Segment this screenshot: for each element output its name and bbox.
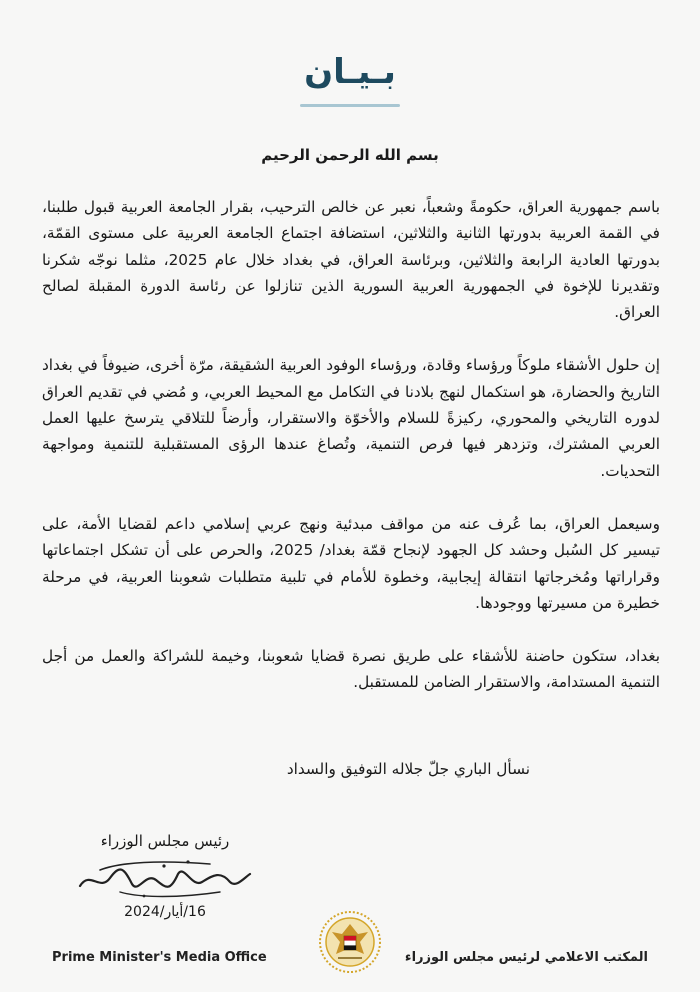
paragraph-4: بغداد، ستكون حاضنة للأشقاء على طريق نصرة قضايا شعوبنا، وخيمة للشراكة والعمل من أجل التنمية المستدامة، والاستقرار الضامن للمستقبل. [42, 647, 660, 692]
page-title: بـيـان [304, 52, 396, 92]
footer-media-office-en: Prime Minister's Media Office [52, 950, 267, 965]
title-underline [300, 104, 400, 107]
footer-media-office-ar: المكتب الاعلامي لرئيس مجلس الوزراء [404, 950, 648, 965]
statement-body [42, 194, 660, 723]
iraq-coat-of-arms-icon [318, 910, 382, 974]
handwritten-signature [60, 852, 260, 902]
basmala: بسم الله الرحمن الرحيم [261, 146, 439, 164]
paragraph-1: باسم جمهورية العراق، حكومةً وشعباً، نعبر عن خالص الترحيب، بقرار الجامعة العربية قبول طلبنا، في القمة العربية بدورتها الثانية والثلاثين، استضافة اجتماع الجامعة العربية على مستوى القمّة، بدورتها العادية الرابعة والثلاثين، وبرئاسة العراق، في بغداد خلال عام 2025، مثلما نوجّه شكرنا وتقديرنا للإخوة في الجمهورية العربية السورية الذين تنازلوا عن رئاسة الدورة المقبلة لصالح العراق. [42, 198, 660, 322]
paragraph-3: وسيعمل العراق، بما عُرف عنه من مواقف مبدئية ونهج عربي إسلامي داعم لقضايا الأمة، على تيسير كل السُبل وحشد كل الجهود لإنجاح قمّة بغداد/ 2025، والحرص على أن تشكل اجتماعاتها وقراراتها ومُخرجاتها انتقالة إيجابية، وخطوة للأمام في تلبية متطلبات شعوبنا العربية، في مرحلة خطيرة من مسيرتها ووجودها. [42, 514, 660, 612]
statement-date: 16/أيار/2024 [124, 904, 206, 920]
signatory-title: رئيس مجلس الوزراء [100, 832, 230, 850]
closing-prayer: نسأل الباري جلّ جلاله التوفيق والسداد [286, 760, 530, 778]
paragraph-2: إن حلول الأشقاء ملوكاً ورؤساء وقادة، ورؤساء الوفود العربية الشقيقة، مرّة أخرى، ضيوفاً في بغداد التاريخ والحضارة، هو استكمال لنهج بلادنا في التكامل مع المحيط العربي، و مُضي في تقديم العراق لدوره التاريخي والمحوري، ركيزةً للسلام والأخوّة والاستقرار، وأرضاً للتلاقي يترسخ عليها العمل العربي المشترك، وتزدهر فيها فرص التنمية، وتُصاغ عندها الرؤى المستقبلية للتنمية ومواجهة التحديات. [42, 356, 660, 480]
